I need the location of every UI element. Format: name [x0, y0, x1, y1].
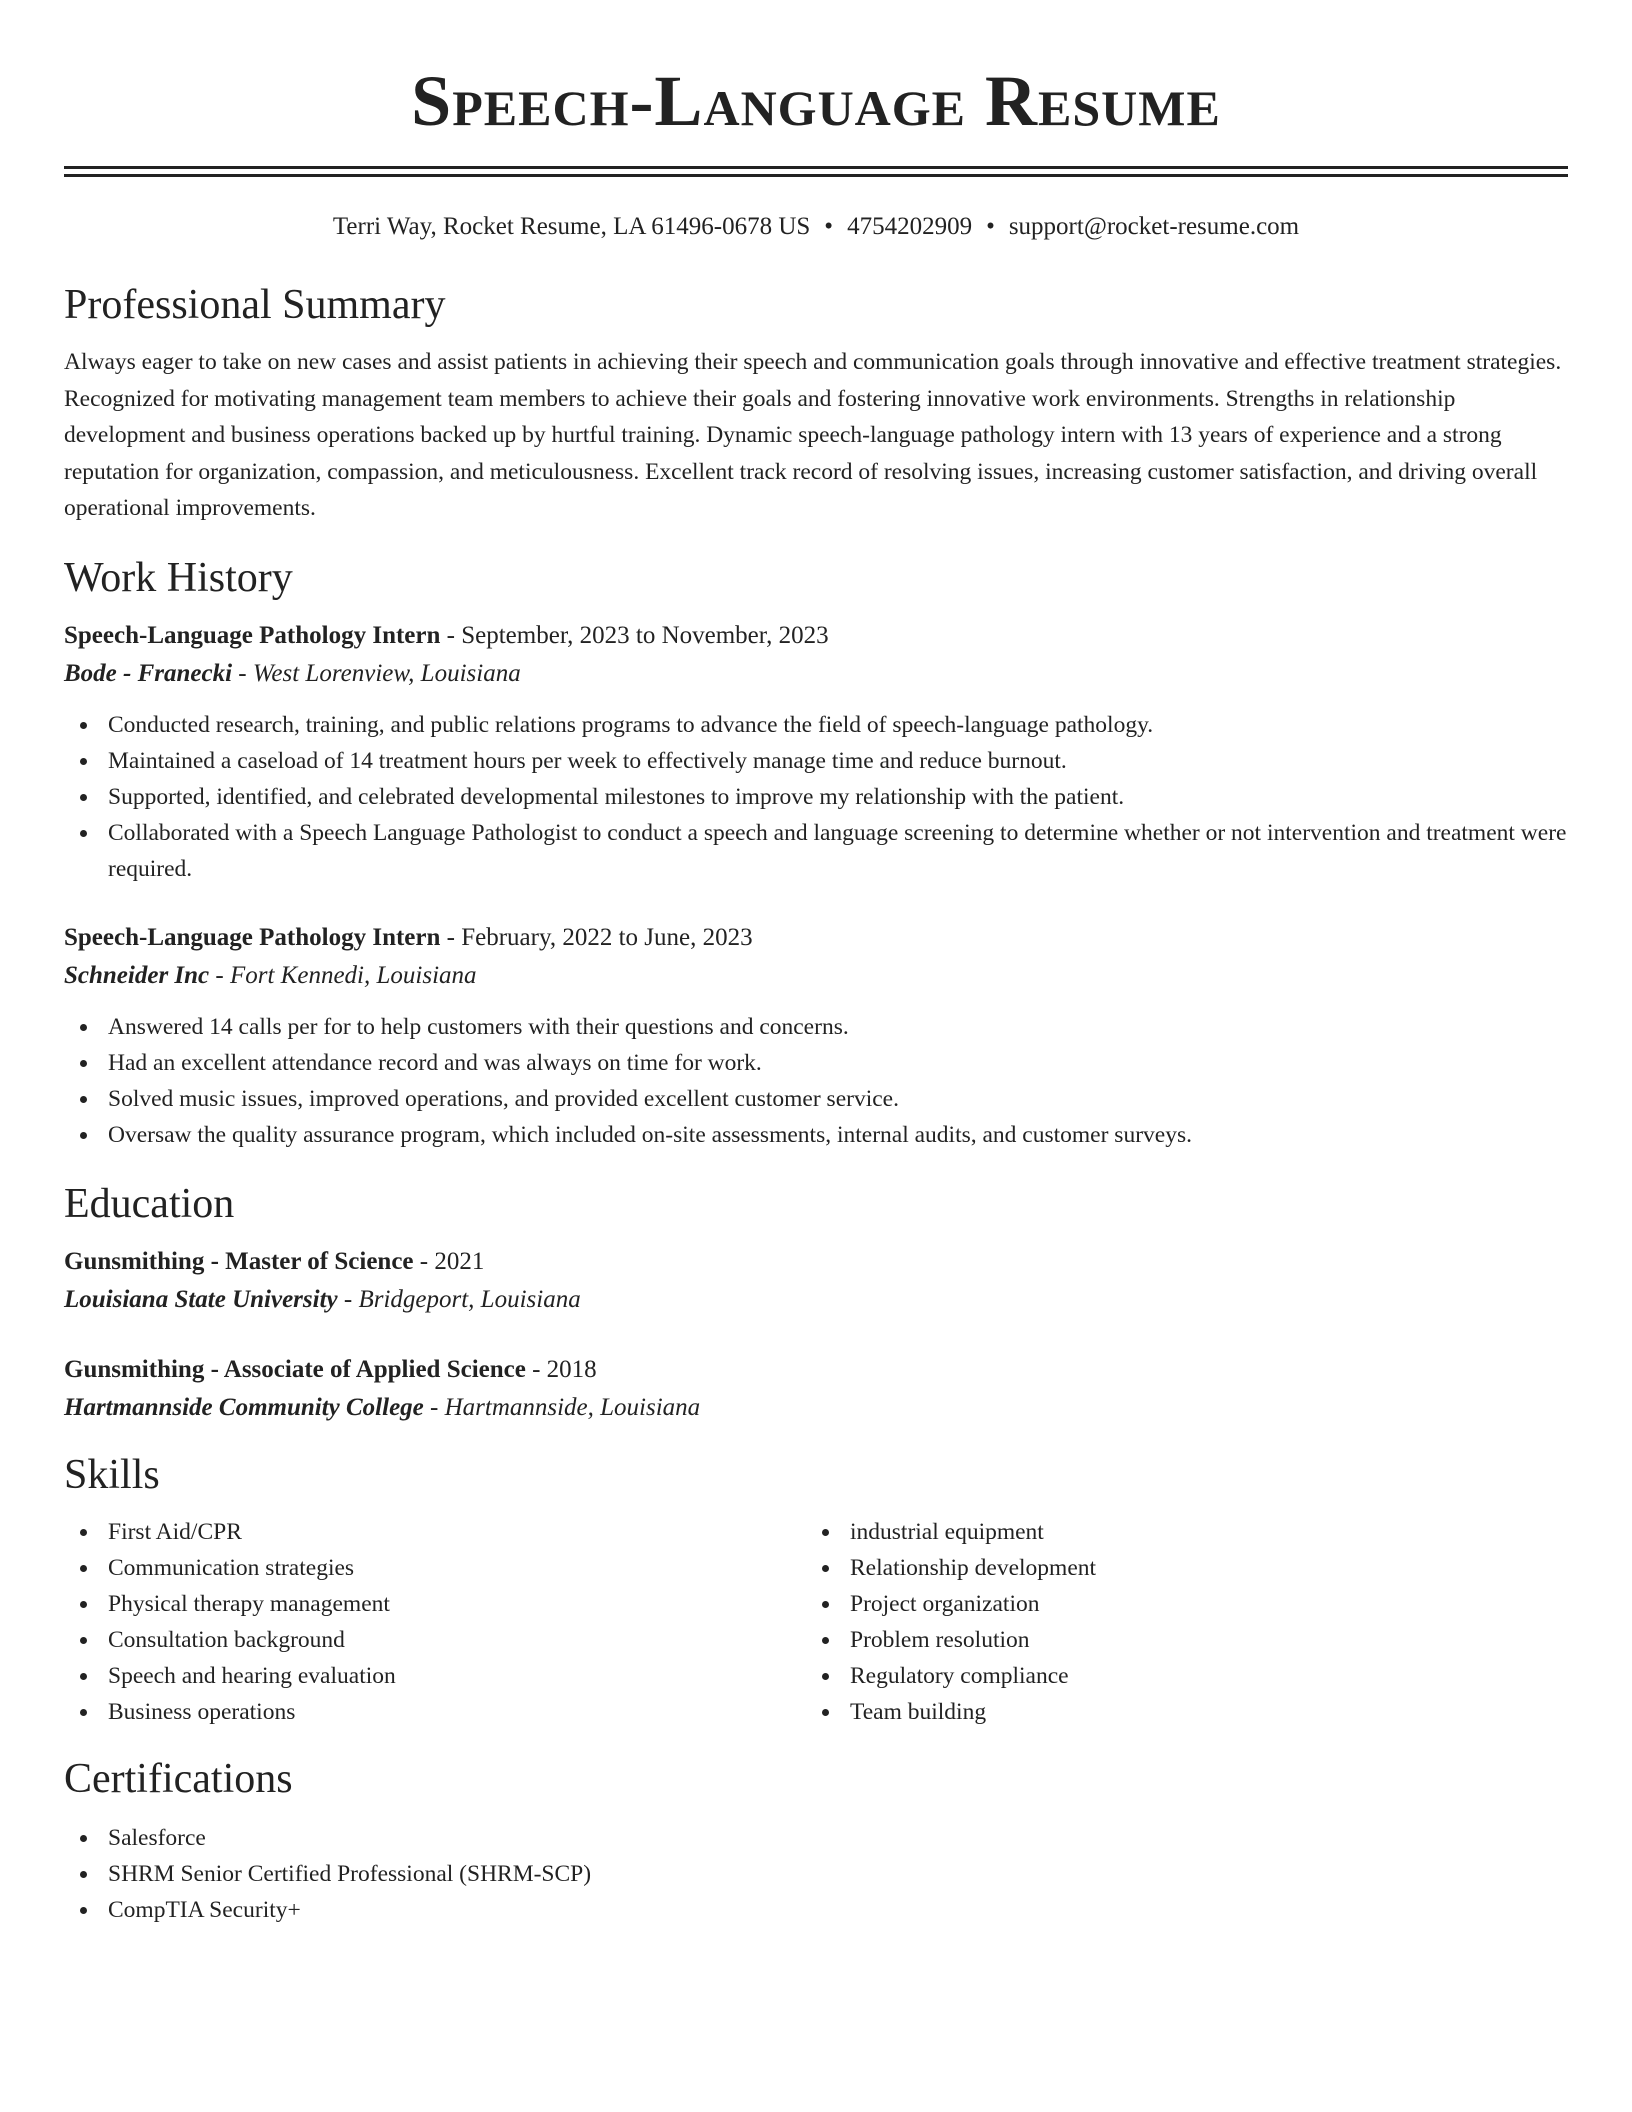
- job-location: Fort Kennedi, Louisiana: [229, 961, 477, 989]
- skill-item: First Aid/CPR: [64, 1514, 806, 1550]
- job-title: Speech-Language Pathology Intern: [64, 621, 441, 649]
- section-heading-skills: Skills: [64, 1451, 160, 1498]
- job-title-line: Speech-Language Pathology Intern - February, 2022 to June, 2023: [64, 923, 753, 951]
- job-bullet: Had an excellent attendance record and was always on time for work.: [64, 1045, 1568, 1081]
- skills-grid: [64, 1514, 1568, 1730]
- education-school-line: Hartmannside Community College - Hartmannside, Louisiana: [64, 1393, 701, 1421]
- skill-item: Physical therapy management: [64, 1586, 806, 1622]
- education-degree-line: Gunsmithing - Associate of Applied Science - 2018: [64, 1355, 597, 1383]
- skill-item: Regulatory compliance: [806, 1658, 1548, 1694]
- job-company-line: Schneider Inc - Fort Kennedi, Louisiana: [64, 961, 477, 989]
- contact-phone: 4754202909: [847, 213, 973, 240]
- education-school: Hartmannside Community College: [64, 1393, 424, 1421]
- job-bullet: Oversaw the quality assurance program, which included on-site assessments, internal audits, and customer surveys.: [64, 1117, 1568, 1153]
- certification-item: CompTIA Security+: [64, 1892, 1568, 1928]
- certification-item: Salesforce: [64, 1820, 1568, 1856]
- education-year: 2021: [434, 1247, 485, 1275]
- job-title: Speech-Language Pathology Intern: [64, 923, 441, 951]
- skill-item: Communication strategies: [64, 1550, 806, 1586]
- skill-item: Project organization: [806, 1586, 1548, 1622]
- certifications-list: [64, 1820, 1568, 1928]
- job-bullet: Answered 14 calls per for to help customers with their questions and concerns.: [64, 1009, 1568, 1045]
- education-location: Bridgeport, Louisiana: [358, 1285, 581, 1313]
- job-entry: [64, 618, 1568, 887]
- skill-item: industrial equipment: [806, 1514, 1548, 1550]
- job-bullets: [64, 1009, 1568, 1153]
- job-dates: September, 2023 to November, 2023: [461, 621, 829, 649]
- job-bullets: [64, 707, 1568, 887]
- job-bullet: Solved music issues, improved operations, and provided excellent customer service.: [64, 1081, 1568, 1117]
- skill-item: Consultation background: [64, 1622, 806, 1658]
- contact-address: Terri Way, Rocket Resume, LA 61496-0678 US: [332, 213, 811, 240]
- contact-line: [64, 211, 1568, 243]
- resume-title: Speech-Language Resume: [411, 61, 1221, 141]
- summary-text: Always eager to take on new cases and assist patients in achieving their speech and communication goals through innovative and effective treatment strategies. Recognized for motivating management team members to achieve their goals and fostering innovative work environments. Strengths in relationship development and business operations backed up by hurtful training. Dynamic speech-language pathology intern with 13 years of experience and a strong reputation for organization, compassion, and meticulousness. Excellent track record of resolving issues, increasing customer satisfaction, and driving overall operational improvements.: [64, 349, 1562, 521]
- skills-list-right: [806, 1514, 1548, 1730]
- job-bullet: Collaborated with a Speech Language Pathologist to conduct a speech and language screening to determine whether or not intervention and treatment were required.: [64, 815, 1568, 887]
- education-year: 2018: [546, 1355, 597, 1383]
- education-school-line: Louisiana State University - Bridgeport, Louisiana: [64, 1285, 581, 1313]
- education-location: Hartmannside, Louisiana: [444, 1393, 701, 1421]
- job-entry: [64, 920, 1568, 1153]
- job-company: Schneider Inc: [64, 961, 210, 989]
- certification-item: SHRM Senior Certified Professional (SHRM-SCP): [64, 1856, 1568, 1892]
- skill-item: Team building: [806, 1694, 1548, 1730]
- education-entry: [64, 1352, 1568, 1426]
- section-heading-certifications: Certifications: [64, 1755, 293, 1802]
- education-degree-line: Gunsmithing - Master of Science - 2021: [64, 1247, 485, 1275]
- job-bullet: Maintained a caseload of 14 treatment hours per week to effectively manage time and reduce burnout.: [64, 743, 1568, 779]
- education-entry: [64, 1244, 1568, 1318]
- job-title-line: Speech-Language Pathology Intern - September, 2023 to November, 2023: [64, 621, 829, 649]
- education-degree: Gunsmithing - Associate of Applied Science: [64, 1355, 526, 1383]
- title-divider-top: [64, 166, 1568, 169]
- contact-email: support@rocket-resume.com: [1008, 213, 1300, 240]
- section-heading-work-history: Work History: [64, 554, 293, 601]
- job-location: West Lorenview, Louisiana: [252, 659, 521, 687]
- job-dates: February, 2022 to June, 2023: [461, 923, 753, 951]
- contact-separator: •: [824, 213, 834, 240]
- job-bullet: Supported, identified, and celebrated developmental milestones to improve my relationship with the patient.: [64, 779, 1568, 815]
- job-company: Bode - Franecki: [64, 659, 233, 687]
- education-school: Louisiana State University: [64, 1285, 338, 1313]
- contact-separator: •: [986, 213, 995, 240]
- skill-item: Problem resolution: [806, 1622, 1548, 1658]
- skills-list-left: [64, 1514, 806, 1730]
- education-degree: Gunsmithing - Master of Science: [64, 1247, 414, 1275]
- skill-item: Business operations: [64, 1694, 806, 1730]
- skill-item: Relationship development: [806, 1550, 1548, 1586]
- skill-item: Speech and hearing evaluation: [64, 1658, 806, 1694]
- job-company-line: Bode - Franecki - West Lorenview, Louisiana: [64, 659, 521, 687]
- section-heading-summary: Professional Summary: [64, 282, 446, 328]
- title-divider-bottom: [64, 174, 1568, 177]
- job-bullet: Conducted research, training, and public relations programs to advance the field of speech-language pathology.: [64, 707, 1568, 743]
- section-heading-education: Education: [64, 1180, 235, 1227]
